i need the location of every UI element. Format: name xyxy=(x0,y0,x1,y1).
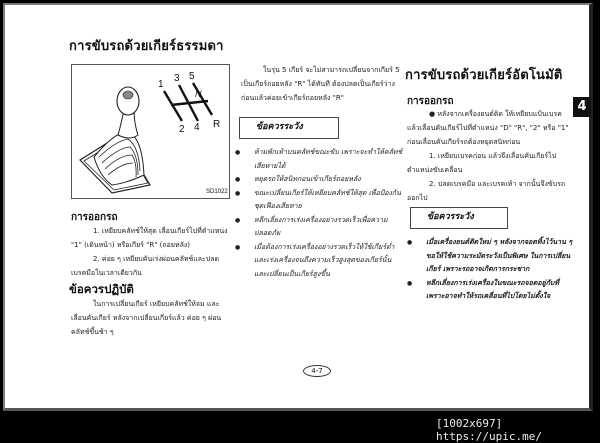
caution-item: ● ขณะเปลี่ยนเกียร์ให้เหยียบคลัทช์ให้สุด เพื่อป้องกันชุดเฟืองเสียหาย xyxy=(233,187,403,214)
gear-label-r: R xyxy=(213,119,221,130)
gear-label-3: 3 xyxy=(174,73,180,84)
image-host-watermark: [1002x697] https://upic.me/ xyxy=(436,417,542,443)
caution-item: ● หยุดรถให้สนิทก่อนเข้าเกียร์ถอยหลัง xyxy=(233,173,403,187)
manual-step-1: 1. เหยียบคลัทช์ให้สุด เลื่อนเกียร์ไปที่ตำแหน่ง "1" (เดินหน้า) หรือเกียร์ "R" (ถอยหลัง) xyxy=(71,227,228,249)
manual-page xyxy=(3,3,593,411)
manual-caution-list xyxy=(233,146,403,281)
manual-starting-heading: การออกรถ xyxy=(71,212,118,223)
automatic-transmission-title: การขับรถด้วยเกียร์อัตโนมัติ xyxy=(405,68,563,83)
automatic-caution-box: ข้อควรระวัง xyxy=(410,207,508,229)
chapter-tab: 4 xyxy=(573,97,591,117)
page-number: 4-7 xyxy=(303,365,331,377)
automatic-caution-list xyxy=(405,236,575,304)
caution-item: ● เมื่อต้องการเร่งเครื่องอย่างรวดเร็วให้ใช้เกียร์ต่ำ และเร่งเครื่องจนถึงความเร็วสูงสุดของเกียร์นั้น และเปลี่ยนเป็นเกียร์สูงขึ้น xyxy=(233,241,403,282)
automatic-step-2: 2. ปลดเบรคมือ และเบรคเท้า จากนั้นจึงขับรถออกไป xyxy=(407,180,566,202)
gear-label-n: N xyxy=(195,89,202,99)
gear-label-5: 5 xyxy=(189,71,195,82)
automatic-starting-heading: การออกรถ xyxy=(407,96,454,107)
manual-transmission-title: การขับรถด้วยเกียร์ธรรมดา xyxy=(69,39,224,54)
practice-text: ในการเปลี่ยนเกียร์ เหยียบคลัทช์ให้จม และเลื่อนคันเกียร์ หลังจากเปลี่ยนเกียร์แล้ว ค่อย ๆ ผ่อนคลัทช์ขึ้นช้า ๆ xyxy=(71,300,222,336)
five-speed-note: ในรุ่น 5 เกียร์ จะไม่สามารถเปลี่ยนจากเกียร์ 5 เป็นเกียร์ถอยหลัง "R" ได้ทันที ต้องปลดเป็นเกียร์ว่างก่อนแล้วค่อยเข้าเกียร์ถอยหลัง "R" xyxy=(241,66,400,102)
automatic-starting-text xyxy=(407,107,569,205)
gear-shift-figure xyxy=(71,64,230,199)
gear-label-4: 4 xyxy=(194,122,200,133)
caution-item: ● หลีกเลี่ยงการเร่งเครื่องอย่างรวดเร็วเพื่อความปลอดภัย xyxy=(233,214,403,241)
practice-heading: ข้อควรปฏิบัติ xyxy=(69,282,134,296)
manual-step-2: 2. ค่อย ๆ เหยียบคันเร่งผ่อนคลัทช์และปลดเบรคมือในเวลาเดียวกัน xyxy=(71,255,220,277)
automatic-step-1: 1. เหยียบเบรคก่อน แล้วจึงเลื่อนคันเกียร์ไปตำแหน่งขับเคลื่อน xyxy=(407,152,557,174)
automatic-intro: ● หลังจากเครื่องยนต์ติด ให้เหยียบแป้นเบรคแล้วเลื่อนคันเกียร์ไปที่ตำแหน่ง "D" "R", "2" หรือ "1" ก่อนเลื่อนคันเกียร์รถต้องหยุดสนิทก่อน xyxy=(407,110,569,146)
gear-label-1: 1 xyxy=(158,79,164,90)
gear-shifter-illustration-icon xyxy=(72,65,229,198)
manual-caution-box: ข้อควรระวัง xyxy=(239,117,339,139)
caution-item: ● ห้ามพักเท้าบนคลัทช์ขณะขับ เพราะจะทำให้คลัทช์เสียหายได้ xyxy=(233,146,403,173)
gear-label-2: 2 xyxy=(179,124,185,135)
figure-code: SD1022 xyxy=(206,189,228,195)
caution-item: ● เมื่อเครื่องยนต์ติดใหม่ ๆ หลังจากจอดทิ้งไว้นาน ๆ ขอให้ใช้ความระมัดระวังเป็นพิเศษ ในการเปลี่ยนเกียร์ เพราะรถอาจเกิดการกระชาก xyxy=(405,236,575,277)
manual-starting-steps xyxy=(71,224,231,280)
caution-item: ● หลีกเลี่ยงการเร่งเครื่องในขณะรถจอดอยู่กับที่ เพราะอาจทำให้รถเคลื่อนที่ไปโดยไม่ตั้งใจ xyxy=(405,277,575,304)
